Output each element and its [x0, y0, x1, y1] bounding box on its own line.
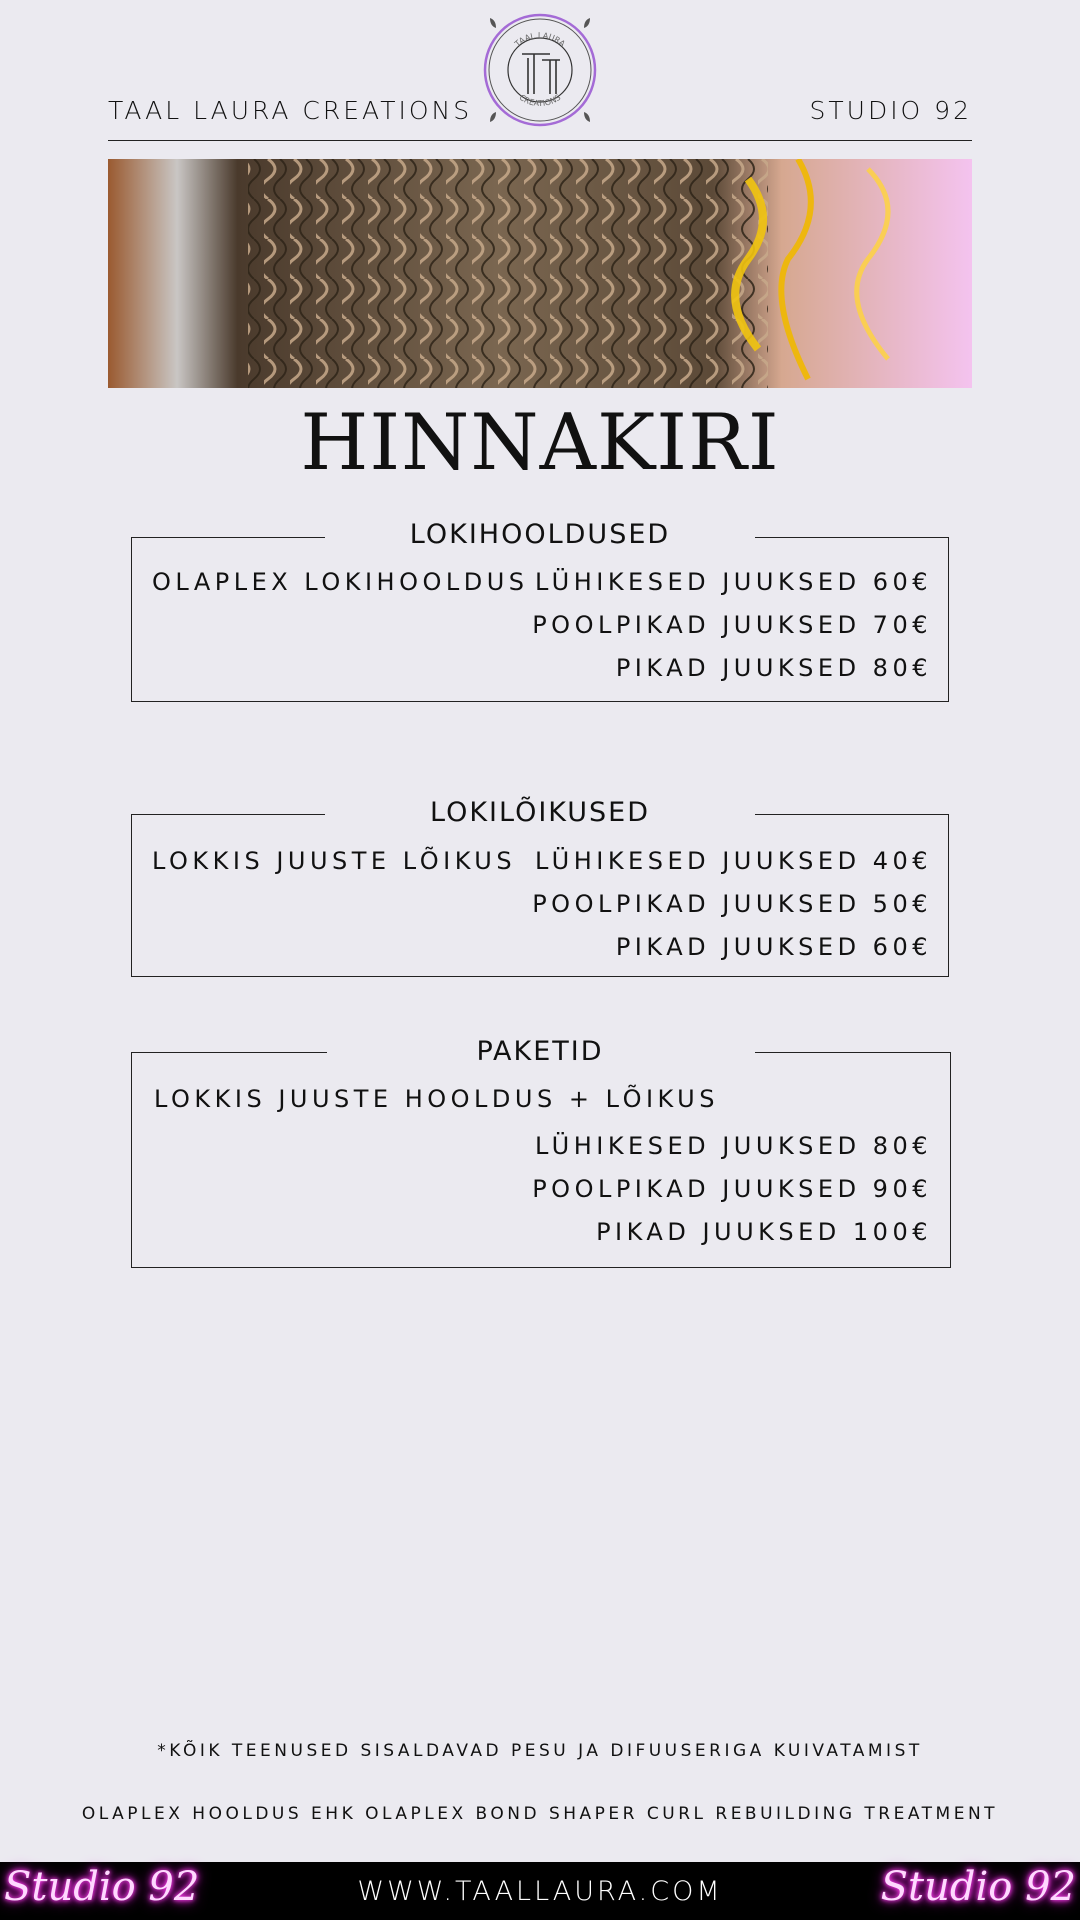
brand-name: TAAL LAURA CREATIONS	[108, 96, 473, 125]
website-link[interactable]: WWW.TAALLAURA.COM	[357, 1876, 723, 1907]
logo	[480, 10, 600, 130]
price-medium: POOLPIKAD JUUKSED 90€	[532, 1175, 932, 1203]
logo-emblem-icon	[480, 10, 600, 130]
section-title: PAKETID	[476, 1036, 604, 1067]
footnote-washing: *KÕIK TEENUSED SISALDAVAD PESU JA DIFUUSERIGA KUIVATAMIST	[157, 1741, 923, 1761]
hair-banner-image	[108, 159, 972, 388]
service-name: LOKKIS JUUSTE LÕIKUS	[152, 847, 517, 875]
price-long: PIKAD JUUKSED 100€	[596, 1218, 932, 1246]
service-name: LOKKIS JUUSTE HOOLDUS + LÕIKUS	[154, 1085, 719, 1113]
section-title: LOKILÕIKUSED	[429, 797, 651, 828]
price-short: LÜHIKESED JUUKSED 80€	[534, 1132, 932, 1160]
neon-studio-right: Studio 92	[880, 1864, 1076, 1910]
price-short: LÜHIKESED JUUKSED 60€	[534, 568, 932, 596]
price-long: PIKAD JUUKSED 80€	[615, 654, 932, 682]
service-name: OLAPLEX LOKIHOOLDUS	[152, 568, 529, 596]
header-divider	[108, 140, 972, 141]
footnote-olaplex: OLAPLEX HOOLDUS EHK OLAPLEX BOND SHAPER CURL REBUILDING TREATMENT	[81, 1804, 999, 1824]
price-long: PIKAD JUUKSED 60€	[615, 933, 932, 961]
svg-text:TAAL LAURA	[512, 31, 567, 49]
section-title: LOKIHOOLDUSED	[409, 519, 671, 550]
svg-text:CREATIONS	[518, 93, 563, 108]
neon-studio-left: Studio 92	[4, 1864, 200, 1910]
logo-text-top: TAAL LAURA	[513, 30, 567, 49]
price-medium: POOLPIKAD JUUKSED 50€	[532, 890, 932, 918]
logo-text-bottom: CREATIONS	[517, 92, 563, 109]
price-medium: POOLPIKAD JUUKSED 70€	[532, 611, 932, 639]
studio-name: STUDIO 92	[809, 96, 972, 125]
price-short: LÜHIKESED JUUKSED 40€	[534, 847, 932, 875]
page-title: HINNAKIRI	[300, 398, 780, 488]
